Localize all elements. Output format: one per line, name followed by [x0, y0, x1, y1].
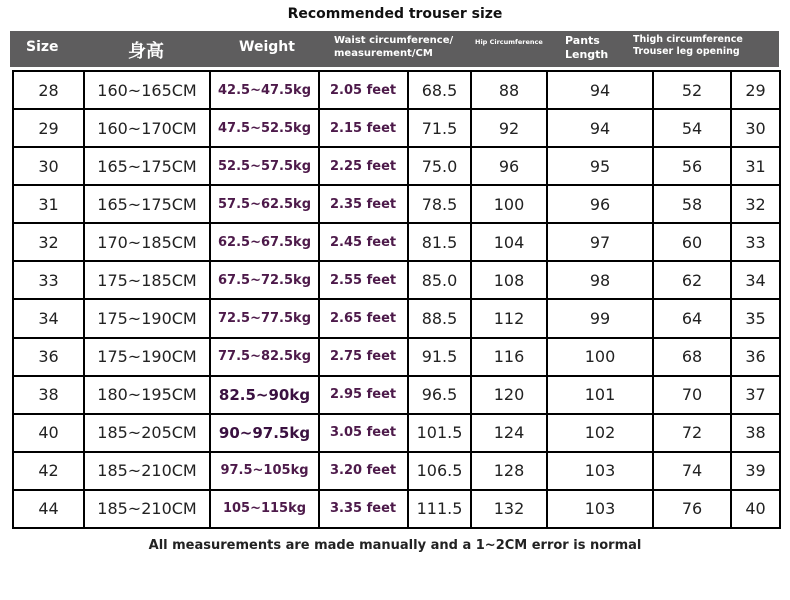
cell-thigh: 58: [653, 185, 731, 223]
table-row: [13, 490, 780, 528]
cell-hip: 120: [471, 376, 547, 414]
cell-height: 165~175CM: [84, 185, 210, 223]
cell-thigh: 56: [653, 147, 731, 185]
table-row: [13, 71, 780, 109]
cell-weight: 67.5~72.5kg: [210, 261, 319, 299]
cell-feet: 2.15 feet: [319, 109, 408, 147]
cell-waist: 111.5: [408, 490, 471, 528]
cell-weight: 105~115kg: [210, 490, 319, 528]
cell-feet: 2.05 feet: [319, 71, 408, 109]
cell-waist: 71.5: [408, 109, 471, 147]
cell-pants-length: 95: [547, 147, 653, 185]
cell-leg-opening: 40: [731, 490, 780, 528]
cell-pants-length: 100: [547, 338, 653, 376]
cell-pants-length: 103: [547, 452, 653, 490]
cell-height: 170~185CM: [84, 223, 210, 261]
cell-hip: 132: [471, 490, 547, 528]
cell-weight: 77.5~82.5kg: [210, 338, 319, 376]
cell-waist: 96.5: [408, 376, 471, 414]
cell-hip: 100: [471, 185, 547, 223]
cell-weight: 62.5~67.5kg: [210, 223, 319, 261]
cell-waist: 81.5: [408, 223, 471, 261]
cell-leg-opening: 38: [731, 414, 780, 452]
cell-feet: 2.45 feet: [319, 223, 408, 261]
cell-leg-opening: 36: [731, 338, 780, 376]
table-row: [13, 261, 780, 299]
cell-height: 185~205CM: [84, 414, 210, 452]
cell-thigh: 76: [653, 490, 731, 528]
cell-thigh: 64: [653, 299, 731, 337]
header-pants-length: Pants Length: [565, 34, 609, 61]
cell-weight: 42.5~47.5kg: [210, 71, 319, 109]
cell-size: 31: [13, 185, 84, 223]
cell-hip: 88: [471, 71, 547, 109]
cell-size: 44: [13, 490, 84, 528]
cell-thigh: 60: [653, 223, 731, 261]
cell-weight: 72.5~77.5kg: [210, 299, 319, 337]
cell-height: 160~170CM: [84, 109, 210, 147]
cell-pants-length: 94: [547, 71, 653, 109]
cell-hip: 116: [471, 338, 547, 376]
table-row: [13, 223, 780, 261]
table-row: [13, 109, 780, 147]
cell-feet: 3.35 feet: [319, 490, 408, 528]
cell-feet: 2.25 feet: [319, 147, 408, 185]
header-thigh: Thigh circumference Trouser leg opening: [633, 34, 743, 57]
cell-pants-length: 101: [547, 376, 653, 414]
cell-size: 40: [13, 414, 84, 452]
cell-weight: 57.5~62.5kg: [210, 185, 319, 223]
cell-weight: 52.5~57.5kg: [210, 147, 319, 185]
cell-leg-opening: 31: [731, 147, 780, 185]
cell-leg-opening: 29: [731, 71, 780, 109]
cell-pants-length: 97: [547, 223, 653, 261]
cell-waist: 78.5: [408, 185, 471, 223]
cell-feet: 3.20 feet: [319, 452, 408, 490]
cell-height: 175~190CM: [84, 338, 210, 376]
cell-leg-opening: 33: [731, 223, 780, 261]
cell-size: 28: [13, 71, 84, 109]
cell-waist: 101.5: [408, 414, 471, 452]
cell-hip: 92: [471, 109, 547, 147]
cell-size: 38: [13, 376, 84, 414]
cell-feet: 2.65 feet: [319, 299, 408, 337]
cell-waist: 91.5: [408, 338, 471, 376]
cell-size: 32: [13, 223, 84, 261]
cell-thigh: 54: [653, 109, 731, 147]
cell-waist: 106.5: [408, 452, 471, 490]
cell-weight: 47.5~52.5kg: [210, 109, 319, 147]
cell-size: 29: [13, 109, 84, 147]
cell-height: 185~210CM: [84, 490, 210, 528]
cell-height: 180~195CM: [84, 376, 210, 414]
cell-thigh: 52: [653, 71, 731, 109]
cell-hip: 124: [471, 414, 547, 452]
cell-height: 175~185CM: [84, 261, 210, 299]
cell-waist: 75.0: [408, 147, 471, 185]
header-waist: Waist circumference/ measurement/CM: [334, 35, 454, 59]
cell-pants-length: 96: [547, 185, 653, 223]
table-row: [13, 338, 780, 376]
cell-weight: 82.5~90kg: [210, 376, 319, 414]
cell-hip: 128: [471, 452, 547, 490]
cell-height: 175~190CM: [84, 299, 210, 337]
table-header: [10, 31, 779, 67]
cell-size: 33: [13, 261, 84, 299]
header-size: Size: [26, 39, 59, 55]
cell-hip: 96: [471, 147, 547, 185]
header-height: 身高: [128, 41, 164, 62]
cell-thigh: 68: [653, 338, 731, 376]
footer-note: All measurements are made manually and a 1~2CM error is normal: [148, 538, 642, 553]
table-row: [13, 376, 780, 414]
table-row: [13, 299, 780, 337]
cell-pants-length: 98: [547, 261, 653, 299]
cell-feet: 3.05 feet: [319, 414, 408, 452]
table-row: [13, 414, 780, 452]
cell-waist: 85.0: [408, 261, 471, 299]
cell-thigh: 74: [653, 452, 731, 490]
cell-feet: 2.75 feet: [319, 338, 408, 376]
cell-height: 165~175CM: [84, 147, 210, 185]
cell-weight: 97.5~105kg: [210, 452, 319, 490]
cell-size: 42: [13, 452, 84, 490]
cell-feet: 2.55 feet: [319, 261, 408, 299]
cell-hip: 104: [471, 223, 547, 261]
cell-size: 30: [13, 147, 84, 185]
table-row: [13, 147, 780, 185]
table-row: [13, 185, 780, 223]
cell-feet: 2.35 feet: [319, 185, 408, 223]
cell-hip: 112: [471, 299, 547, 337]
cell-thigh: 72: [653, 414, 731, 452]
cell-pants-length: 103: [547, 490, 653, 528]
header-hip: Hip Circumference: [475, 38, 543, 46]
cell-leg-opening: 32: [731, 185, 780, 223]
cell-leg-opening: 37: [731, 376, 780, 414]
cell-thigh: 70: [653, 376, 731, 414]
cell-waist: 68.5: [408, 71, 471, 109]
cell-pants-length: 94: [547, 109, 653, 147]
table-row: [13, 452, 780, 490]
header-weight: Weight: [239, 39, 295, 55]
page-title: Recommended trouser size: [287, 6, 503, 22]
cell-waist: 88.5: [408, 299, 471, 337]
cell-pants-length: 99: [547, 299, 653, 337]
cell-leg-opening: 35: [731, 299, 780, 337]
cell-leg-opening: 39: [731, 452, 780, 490]
cell-height: 160~165CM: [84, 71, 210, 109]
cell-size: 36: [13, 338, 84, 376]
size-table: [12, 70, 781, 529]
cell-hip: 108: [471, 261, 547, 299]
cell-leg-opening: 30: [731, 109, 780, 147]
cell-pants-length: 102: [547, 414, 653, 452]
cell-leg-opening: 34: [731, 261, 780, 299]
cell-thigh: 62: [653, 261, 731, 299]
cell-size: 34: [13, 299, 84, 337]
cell-weight: 90~97.5kg: [210, 414, 319, 452]
cell-feet: 2.95 feet: [319, 376, 408, 414]
cell-height: 185~210CM: [84, 452, 210, 490]
